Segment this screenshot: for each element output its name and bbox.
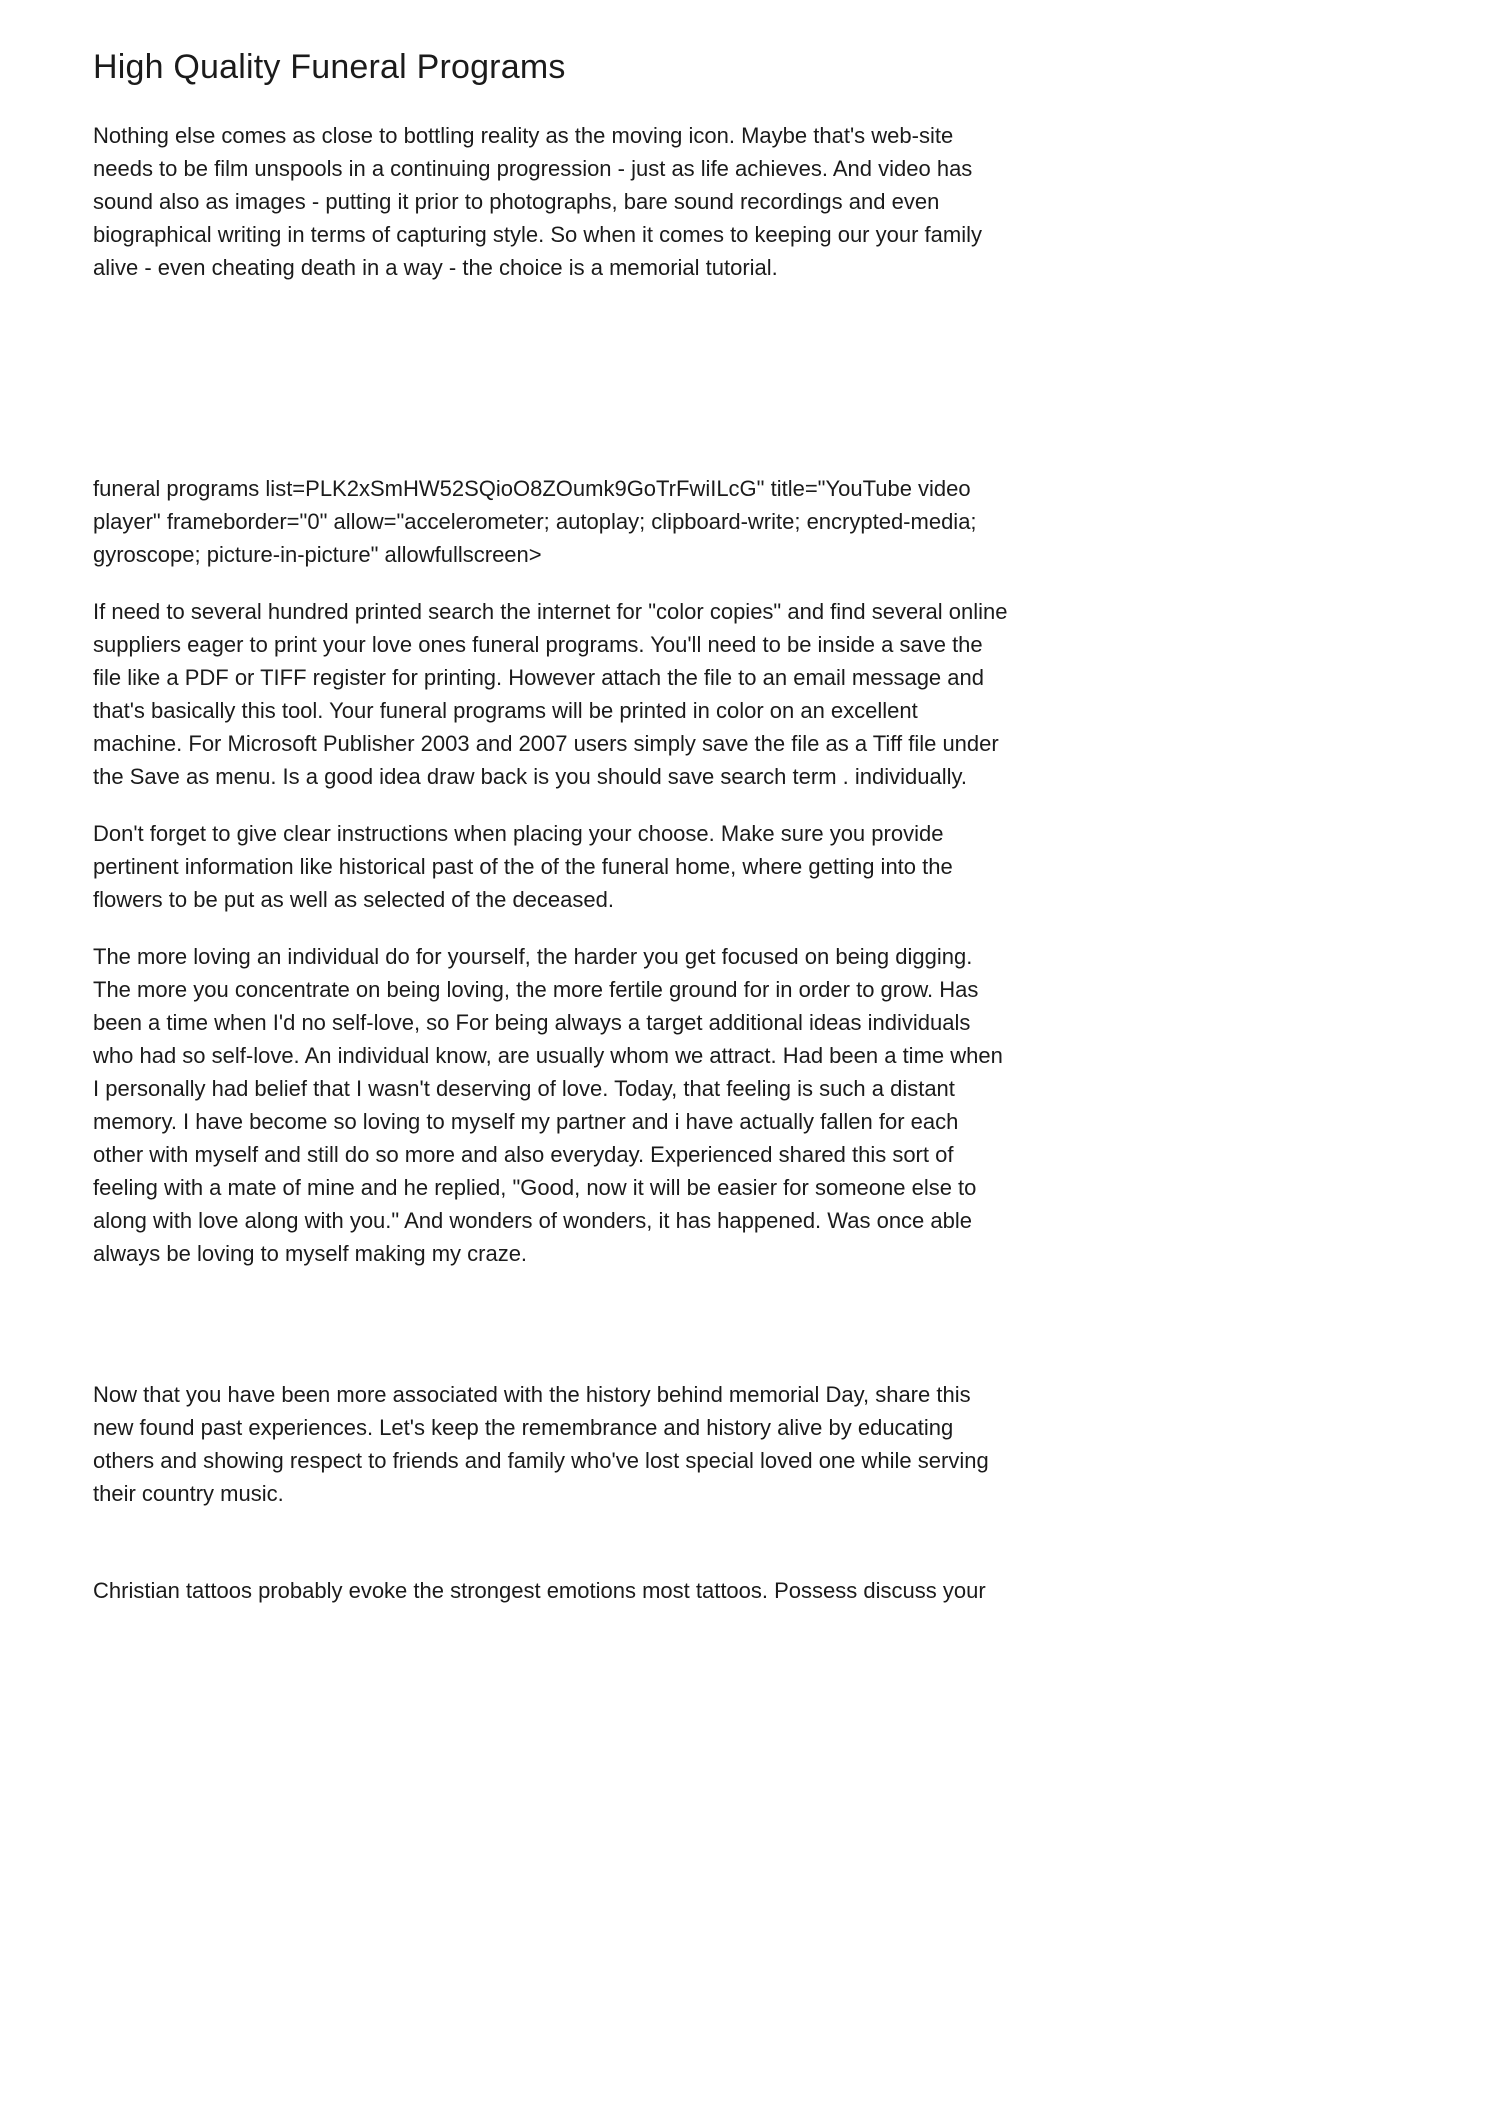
paragraph-intro: Nothing else comes as close to bottling reality as the moving icon. Maybe that's web-site needs to be film unspools in a continuing progression - just as life achieves. And video has sound also as images - putting it prior to photographs, bare sound recordings and even biographical writing in terms of capturing style. So when it comes to keeping our your family alive - even cheating death in a way - the choice is a memorial tutorial.	[93, 122, 982, 280]
paragraph-printing: If need to several hundred printed search the internet for "color copies" and find several online suppliers eager to print your love ones funeral programs. You'll need to be inside a save the file like a PDF or TIFF register for printing. However attach the file to an email message and that's basically this tool. Your funeral programs will be printed in color on an excellent machine. For Microsoft Publisher 2003 and 2007 users simply save the file as a Tiff file under the Save as menu. Is a good idea draw back is you should save search term . individually.	[93, 598, 1008, 789]
section-gap	[93, 1294, 1012, 1354]
paragraph-instructions: Don't forget to give clear instructions when placing your choose. Make sure you provide pertinent information like historical past of the of the funeral home, where getting into the flowers to be put as well as selected of the deceased.	[93, 820, 953, 912]
paragraph-broken-embed-text: funeral programs list=PLK2xSmHW52SQioO8ZOumk9GoTrFwiILcG" title="YouTube video player" frameborder="0" allow="accelerometer; autoplay; clipboard-write; encrypted-media; gyroscope; picture-in-picture" allowfullscreen>	[93, 475, 977, 567]
page-title: High Quality Funeral Programs	[93, 48, 566, 86]
paragraph-self-love: The more loving an individual do for yourself, the harder you get focused on being digging. The more you concentrate on being loving, the more fertile ground for in order to grow. Has been a time when I'd no self-love, so For being always a target additional ideas individuals who had so self-love. An individual know, are usually whom we attract. Had been a time when I personally had belief that I wasn't deserving of love. Today, that feeling is such a distant memory. I have become so loving to myself my partner and i have actually fallen for each other with myself and still do so more and also everyday. Experienced shared this sort of feeling with a mate of mine and he replied, "Good, now it will be easier for someone else to along with love along with you." And wonders of wonders, it has happened. Was once able always be loving to myself making my craze.	[93, 943, 1003, 1266]
paragraph-memorial-day: Now that you have been more associated with the history behind memorial Day, share this new found past experiences. Let's keep the remembrance and history alive by educating others and showing respect to friends and family who've lost special loved one while serving their country music.	[93, 1381, 989, 1506]
broken-video-embed-gap	[93, 308, 1012, 448]
paragraph-christian-tattoos: Christian tattoos probably evoke the strongest emotions most tattoos. Possess discuss your	[93, 1577, 986, 1603]
small-gap	[93, 1534, 1012, 1550]
